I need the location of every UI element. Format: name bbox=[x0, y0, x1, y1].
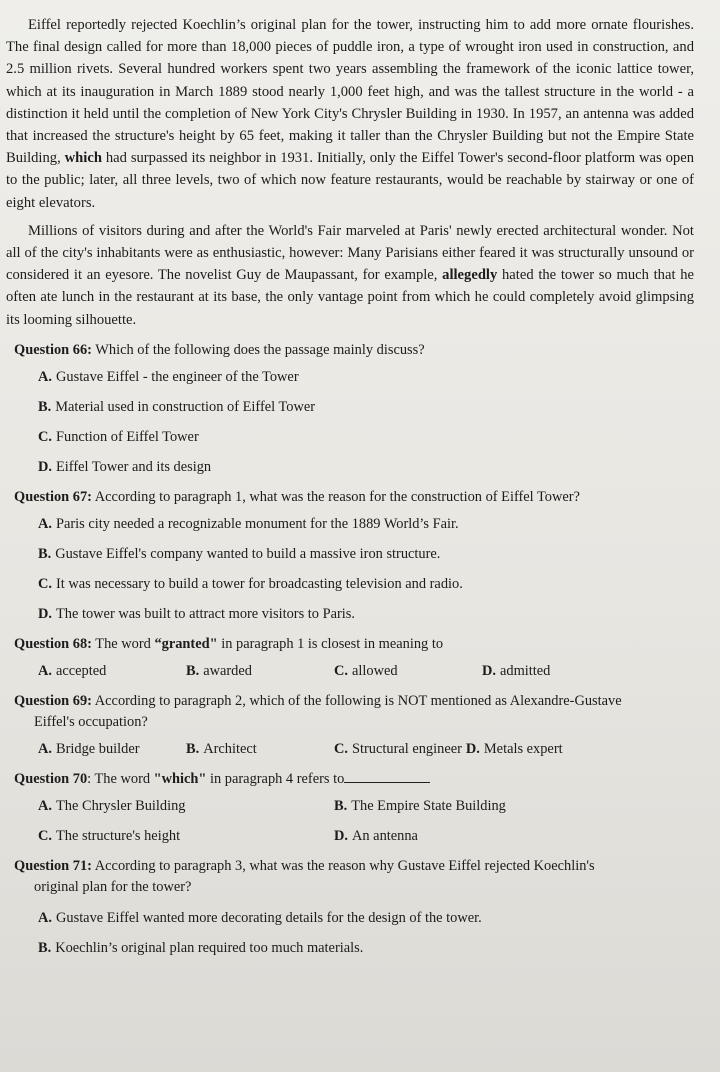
option-a[interactable]: A. The Chrysler Building bbox=[38, 797, 186, 814]
question-number: Question 67: bbox=[14, 488, 92, 505]
paragraph-1-text: Eiffel reportedly rejected Koechlin’s original plan for the tower, instructing him to add more ornate flourishes. The final design called for more than 18,000 pieces of puddle iron, a type of wrought iron used in construction, and 2.5 million rivets. Several hundred workers spent two years assembling the framework of the iconic lattice tower, which at its inauguration in March 1889 stood nearly 1,000 feet high, and was the tallest structure in the world - a distinction it held until the completion of New York City's Chrysler Building in 1930. In 1957, an antenna was added that increased the structure's height by 65 feet, making it taller than the Chrysler Building but not the Empire State Building, bbox=[6, 17, 694, 167]
option-d[interactable]: D. Eiffel Tower and its design bbox=[38, 458, 212, 475]
question-number: Question 70 bbox=[14, 770, 88, 787]
question-stem: Question 69: According to paragraph 2, which of the following is NOT mentioned as Alexandre-Gustave Eiffel's occupation? bbox=[14, 691, 694, 733]
option-c[interactable]: C. allowed bbox=[334, 662, 398, 679]
option-d[interactable]: D. An antenna bbox=[334, 827, 418, 844]
paragraph-2-bold-word: allegedly bbox=[442, 267, 498, 284]
question-text-continued: Eiffel's occupation? bbox=[34, 713, 148, 730]
option-b[interactable]: B. Koechlin’s original plan required too much materials. bbox=[38, 939, 364, 956]
question-number: Question 66: bbox=[14, 341, 92, 358]
question-number: Question 68: bbox=[14, 635, 92, 652]
question-text: Which of the following does the passage mainly discuss? bbox=[91, 341, 425, 358]
question-69 bbox=[6, 691, 694, 759]
question-text-continued: original plan for the tower? bbox=[34, 878, 192, 895]
option-b[interactable]: B. The Empire State Building bbox=[334, 797, 506, 814]
question-stem: Question 70: The word "which" in paragraph 4 refers to bbox=[14, 769, 694, 790]
option-a[interactable]: A. Paris city needed a recognizable monument for the 1889 World’s Fair. bbox=[38, 515, 459, 532]
question-68 bbox=[6, 634, 694, 681]
answer-options bbox=[38, 367, 694, 477]
passage-paragraph-2 bbox=[6, 220, 694, 331]
option-a[interactable]: A. Bridge builder bbox=[38, 740, 140, 757]
answer-options bbox=[38, 514, 694, 624]
question-number: Question 69: bbox=[14, 692, 92, 709]
answer-options bbox=[38, 908, 694, 958]
question-stem bbox=[14, 487, 694, 508]
option-b[interactable]: B. Material used in construction of Eiffel Tower bbox=[38, 398, 316, 415]
option-d[interactable]: D. admitted bbox=[482, 662, 551, 679]
question-stem: Question 71: According to paragraph 3, what was the reason why Gustave Eiffel rejected Koechlin's original plan for the tower? bbox=[14, 856, 694, 898]
question-number: Question 71: bbox=[14, 857, 92, 874]
option-d[interactable]: D. The tower was built to attract more visitors to Paris. bbox=[38, 605, 355, 622]
option-a[interactable]: A. Gustave Eiffel - the engineer of the Tower bbox=[38, 368, 299, 385]
option-d[interactable]: D. Metals expert bbox=[465, 740, 563, 757]
question-66 bbox=[6, 340, 694, 477]
option-b[interactable]: B. awarded bbox=[186, 662, 252, 679]
question-stem bbox=[14, 340, 694, 361]
quoted-word: "which" bbox=[153, 770, 207, 787]
question-67 bbox=[6, 487, 694, 624]
question-text: According to paragraph 1, what was the reason for the construction of Eiffel Tower? bbox=[91, 488, 580, 505]
paragraph-2-text: Millions of visitors during and after the World's Fair marveled at Paris' newly erected architectural wonder. Not all of the city's inhabitants were as enthusiastic, however: Many Parisians either feared it was structurally unsound or considered it an eyesore. The novelist Guy de Maupassant, for example, bbox=[6, 222, 694, 284]
option-b[interactable]: B. Gustave Eiffel's company wanted to build a massive iron structure. bbox=[38, 545, 441, 562]
option-a[interactable]: A. accepted bbox=[38, 662, 107, 679]
paragraph-2-end: hated the tower so much that he often ate lunch in the restaurant at its base, the only vantage point from which he could completely avoid glimpsing its looming silhouette. bbox=[6, 267, 694, 328]
answer-blank[interactable] bbox=[344, 770, 430, 783]
answer-options bbox=[38, 796, 694, 846]
question-stem: Question 68: The word “granted" in paragraph 1 is closest in meaning to bbox=[14, 635, 444, 652]
paragraph-1-bold-word: which bbox=[64, 150, 102, 167]
option-b[interactable]: B. Architect bbox=[186, 740, 257, 757]
question-71 bbox=[6, 856, 694, 958]
answer-options bbox=[38, 739, 694, 759]
quoted-word: “granted" bbox=[154, 635, 218, 652]
question-70 bbox=[6, 769, 694, 846]
passage-paragraph-1 bbox=[6, 14, 694, 214]
option-a[interactable]: A. Gustave Eiffel wanted more decorating details for the design of the tower. bbox=[38, 909, 482, 926]
option-c[interactable]: C. The structure's height bbox=[38, 827, 181, 844]
paragraph-1-end: had surpassed its neighbor in 1931. Initially, only the Eiffel Tower's second-floor platform was open to the public; later, all three levels, two of which now feature restaurants, would be reachable by stairway or one of eight elevators. bbox=[6, 150, 694, 211]
option-c[interactable]: C. It was necessary to build a tower for broadcasting television and radio. bbox=[38, 575, 463, 592]
option-c[interactable]: C. Function of Eiffel Tower bbox=[38, 428, 199, 445]
answer-options bbox=[38, 661, 694, 681]
option-c[interactable]: C. Structural engineer bbox=[334, 740, 462, 757]
